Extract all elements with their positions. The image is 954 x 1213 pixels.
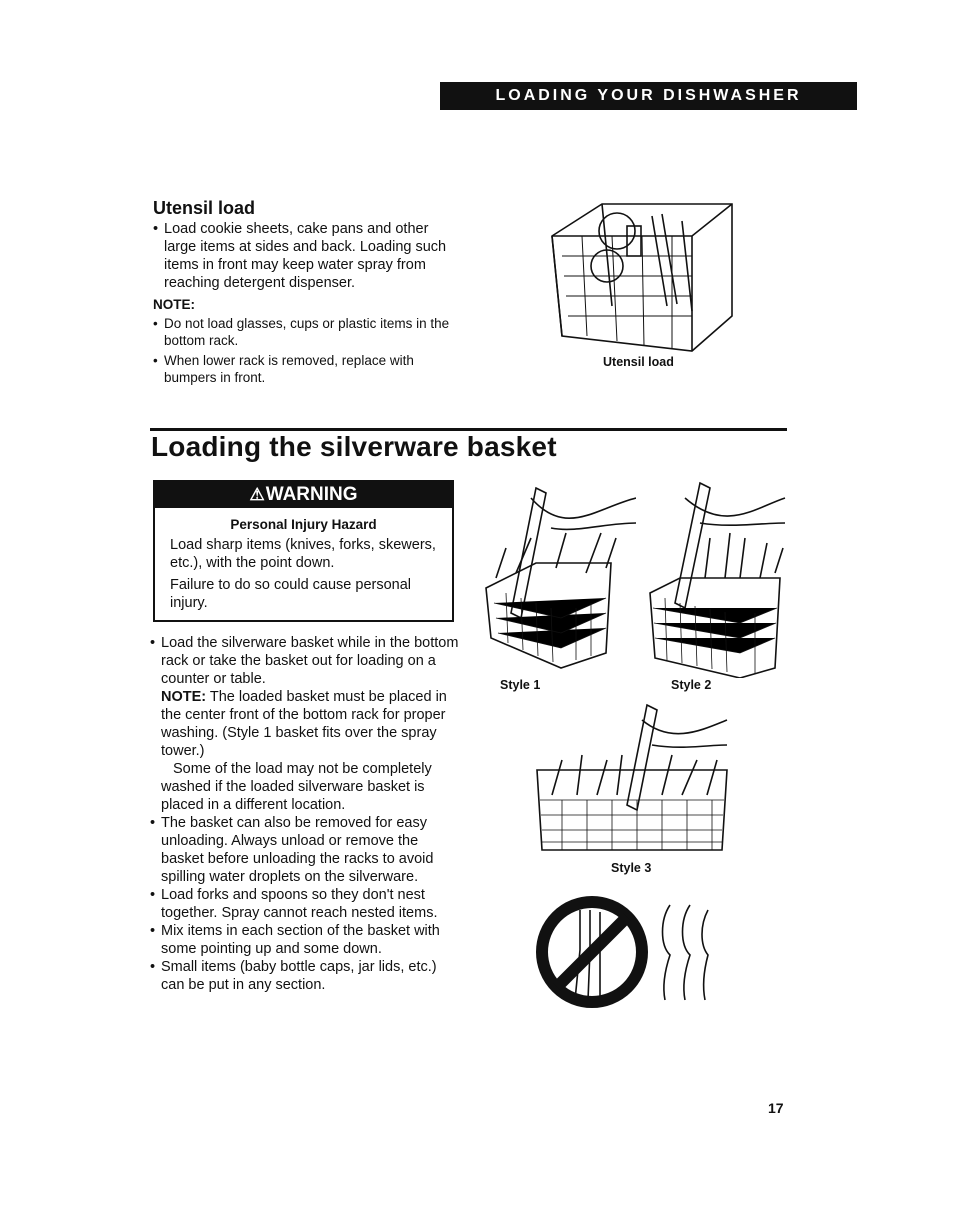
silverware-bullet: • Small items (baby bottle caps, jar lids, etc.) can be put in any section. <box>150 958 460 994</box>
silverware-bullets-top <box>150 634 460 688</box>
style2-caption: Style 2 <box>671 678 712 692</box>
style3-basket-illustration <box>532 700 732 860</box>
warning-header <box>155 482 452 508</box>
section-header: LOADING YOUR DISHWASHER <box>440 82 857 110</box>
silverware-note-label: NOTE: <box>161 689 207 705</box>
utensil-bullet: • Load cookie sheets, cake pans and other large items at sides and back. Loading such items in front may keep water spray from reaching detergent dispenser. <box>153 220 453 292</box>
silverware-bullet: • Mix items in each section of the basket with some pointing up and some down. <box>150 922 460 958</box>
utensil-bullets <box>153 220 453 292</box>
utensil-note-item: • When lower rack is removed, replace with bumpers in front. <box>153 352 453 386</box>
silverware-instructions <box>150 634 460 994</box>
utensil-notes <box>153 315 453 386</box>
utensil-note-item: • Do not load glasses, cups or plastic items in the bottom rack. <box>153 315 453 349</box>
warning-line2: Failure to do so could cause personal injury. <box>170 577 412 611</box>
style1-basket-illustration <box>476 478 636 678</box>
warning-triangle-icon: ⚠ <box>249 485 265 504</box>
warning-line1: Load sharp items (knives, forks, skewers, etc.), with the point down. <box>170 537 436 571</box>
utensil-load-illustration <box>542 196 738 356</box>
style2-basket-illustration <box>645 478 790 678</box>
warning-hazard: Personal Injury Hazard <box>230 517 377 532</box>
page-title: Loading the silverware basket <box>151 431 557 462</box>
style1-caption: Style 1 <box>500 678 541 692</box>
utensil-note-label: NOTE: <box>153 297 195 312</box>
utensil-section <box>153 198 453 386</box>
utensil-heading: Utensil load <box>153 198 256 218</box>
silverware-bullet: • Load the silverware basket while in the bottom rack or take the basket out for loading on a counter or table. <box>150 634 460 688</box>
page-number: 17 <box>768 1100 784 1116</box>
warning-label: WARNING <box>265 484 358 505</box>
nesting-prohibited-illustration <box>530 890 720 1015</box>
utensil-caption: Utensil load <box>603 355 674 369</box>
warning-box <box>153 480 454 622</box>
silverware-note-text: The loaded basket must be placed in the center front of the bottom rack for proper washing. (Style 1 basket fits over the spray tower.) <box>161 689 447 759</box>
silverware-note <box>150 688 460 760</box>
style3-caption: Style 3 <box>611 861 652 875</box>
silverware-bullet: • The basket can also be removed for easy unloading. Always unload or remove the basket before unloading the racks to avoid spilling water droplets on the silverware. <box>150 814 460 886</box>
silverware-bullets <box>150 814 460 994</box>
silverware-note-para2: Some of the load may not be completely washed if the loaded silverware basket is placed in a different location. <box>161 761 432 813</box>
silverware-bullet: • Load forks and spoons so they don't nest together. Spray cannot reach nested items. <box>150 886 460 922</box>
